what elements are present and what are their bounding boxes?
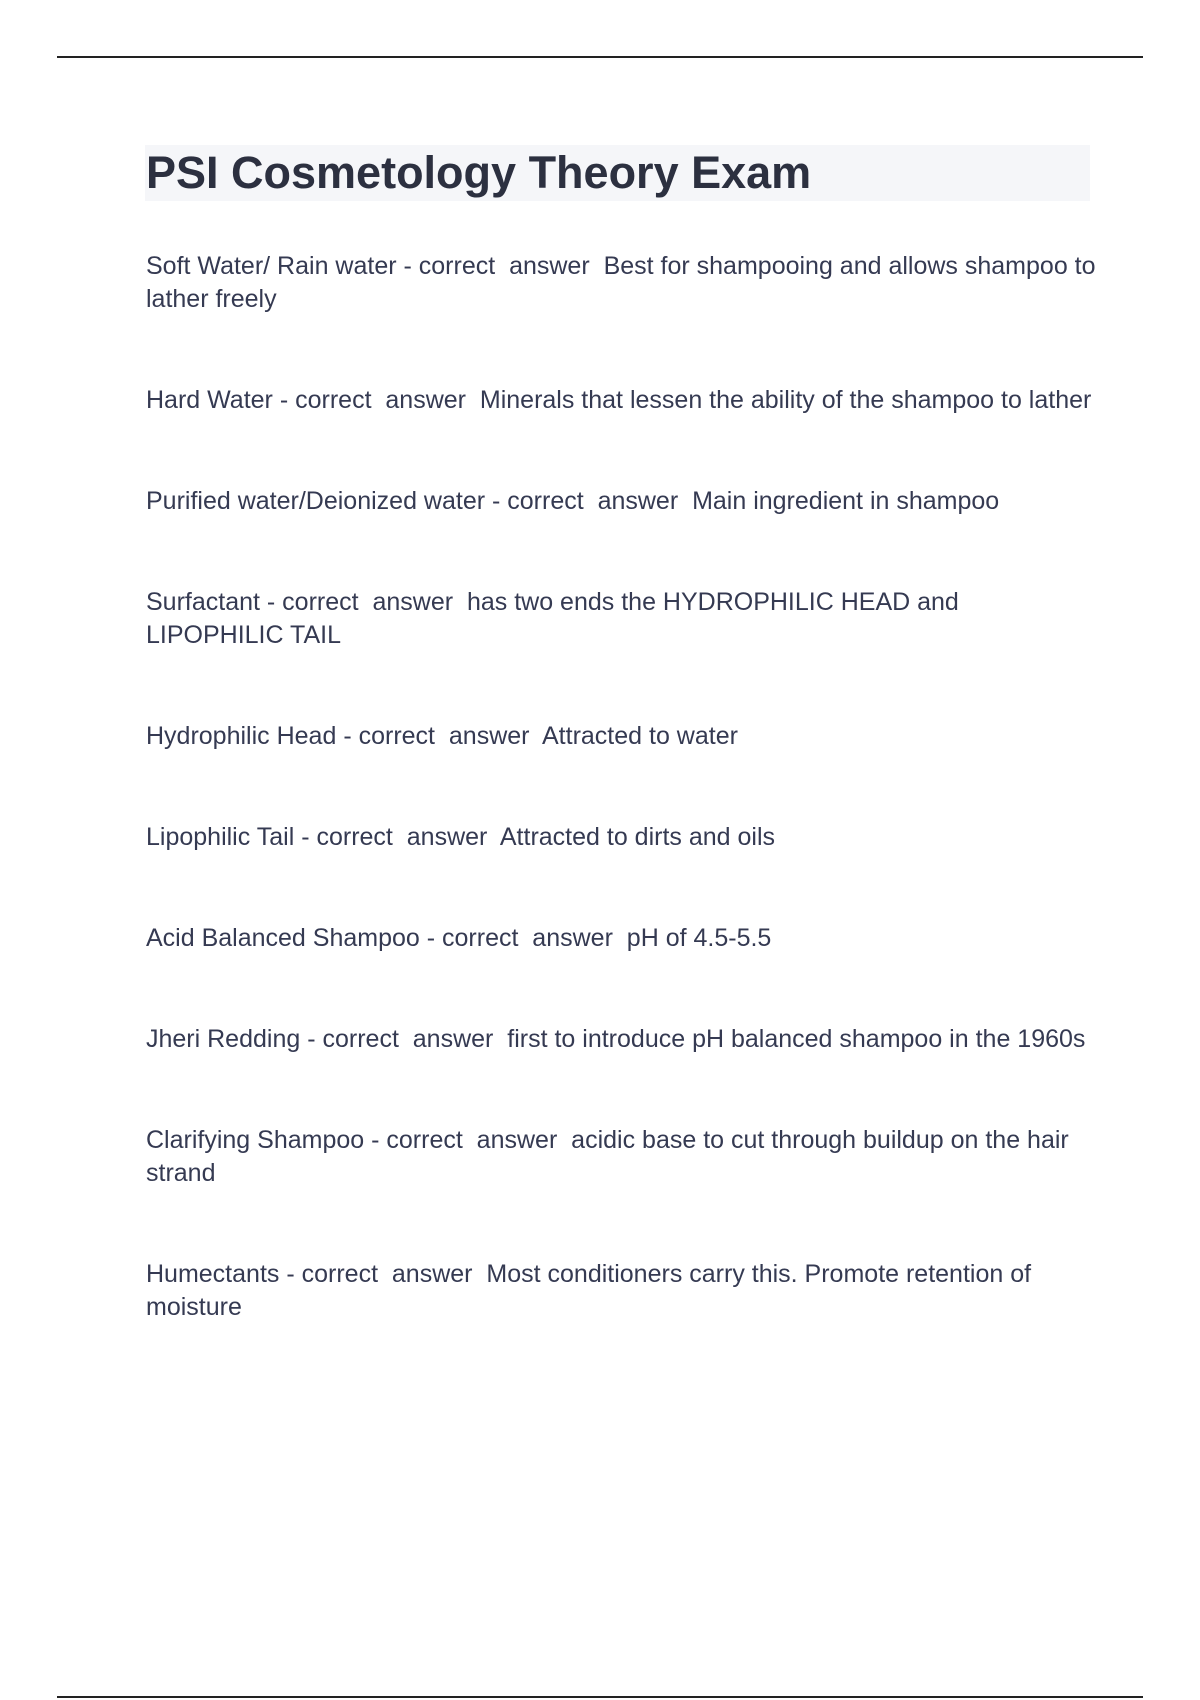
flashcard-entry [146,250,1103,316]
bottom-rule [57,1696,1143,1698]
entry-separator: - correct answer [294,823,500,851]
entry-separator: - correct answer [272,386,480,414]
flashcard-entry [146,1258,1096,1324]
entry-separator: - correct answer [279,1260,487,1288]
entry-term: Humectants [146,1260,280,1288]
entry-answer: acidic base to cut through buildup on the hair strand [146,1126,1076,1187]
entry-answer: Main ingredient in shampoo [692,487,1000,515]
entry-term: Acid Balanced Shampoo [146,924,420,952]
flashcard-entry [146,1124,1096,1190]
flashcard-entry [146,720,1096,753]
entry-answer: Most conditioners carry this. Promote retention of moisture [146,1260,1039,1321]
flashcard-list [146,250,1103,1324]
flashcard-entry [146,384,1096,417]
entry-term: Surfactant [146,588,260,616]
flashcard-entry [146,922,1096,955]
flashcard-entry [146,1023,1096,1056]
entry-answer: Attracted to dirts and oils [499,823,776,851]
entry-separator: - correct answer [396,252,604,280]
entry-term: Hard Water [146,386,273,414]
entry-answer: first to introduce pH balanced shampoo in the 1960s [507,1025,1086,1053]
flashcard-entry [146,485,1096,518]
entry-separator: - correct answer [336,722,542,750]
entry-separator: - correct answer [300,1025,508,1053]
entry-answer: pH of 4.5-5.5 [626,924,772,952]
entry-answer: has two ends the HYDROPHILIC HEAD and LIPOPHILIC TAIL [146,588,966,649]
top-rule [57,56,1143,58]
entry-term: Clarifying Shampoo [146,1126,365,1154]
entry-term: Purified water/Deionized water [146,487,486,515]
entry-answer: Best for shampooing and allows shampoo to lather freely [146,252,1103,313]
entry-answer: Minerals that lessen the ability of the shampoo to lather [479,386,1092,414]
flashcard-entry [146,586,1096,652]
entry-separator: - correct answer [419,924,627,952]
flashcard-entry [146,821,1096,854]
entry-term: Jheri Redding [146,1025,301,1053]
entry-term: Soft Water/ Rain water [146,252,397,280]
entry-separator: - correct answer [259,588,467,616]
page-title: PSI Cosmetology Theory Exam [146,147,812,198]
entry-term: Hydrophilic Head [146,722,337,750]
entry-term: Lipophilic Tail [146,823,295,851]
entry-separator: - correct answer [485,487,693,515]
entry-answer: Attracted to water [542,722,738,750]
entry-separator: - correct answer [364,1126,572,1154]
